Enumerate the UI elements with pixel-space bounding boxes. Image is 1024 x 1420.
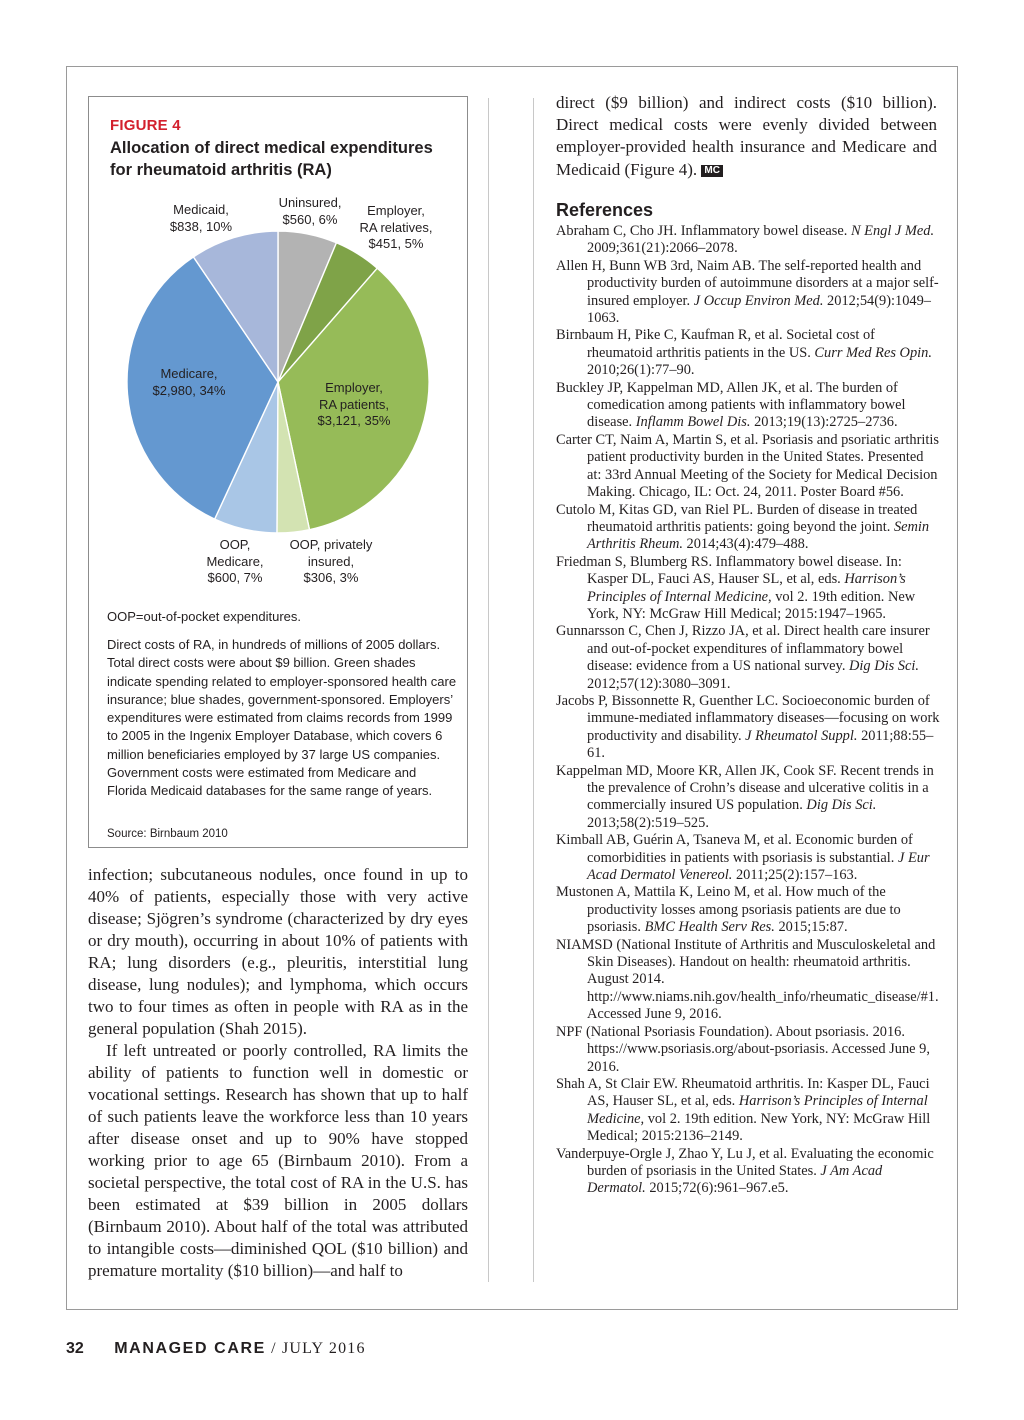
reference-item <box>556 1076 940 1146</box>
figure-4-box <box>88 96 468 848</box>
slice-label-employer-ra-relatives <box>351 203 441 253</box>
reference-journal: J Eur Acad Dermatol Venereol. <box>587 849 930 884</box>
body-continuation: direct ($9 billion) and indirect costs ($10 billion). Direct medical costs were evenly divided between employer-provided health insurance and Medicare and Medicaid (Figure 4). <box>556 93 937 179</box>
footer-separator: / <box>265 1340 282 1357</box>
reference-item <box>556 1024 940 1076</box>
reference-text: Gunnarsson C, Chen J, Rizzo JA, et al. Direct health care insurer and out-of-pocket expenditures of inflammatory bowel disease: evidence from a US national survey. <box>556 623 930 675</box>
reference-text: NIAMSD (National Institute of Arthritis and Musculoskeletal and Skin Diseases). Handout on health: rheumatoid arthritis. August 2014. http://www.niams.nih.gov/health_info/rheumatic_disease/#1. Accessed June 9, 2016. <box>556 936 939 1023</box>
slice-label-line: Employer, <box>367 203 425 218</box>
slice-label-line: Uninsured, <box>278 195 342 210</box>
reference-text: Abraham C, Cho JH. Inflammatory bowel disease. <box>556 223 851 239</box>
reference-text: Mustonen A, Mattila K, Leino M, et al. How much of the productivity losses among psoriasis patients are due to psoriasis. <box>556 884 901 936</box>
slice-label-line: $838, 10% <box>169 218 233 234</box>
reference-item <box>556 763 940 833</box>
reference-item <box>556 223 940 258</box>
reference-journal: Curr Med Res Opin. <box>814 344 932 361</box>
slice-label-line: $306, 3% <box>303 570 359 585</box>
page-number: 32 <box>66 1340 84 1357</box>
reference-citation: 2013;19(13):2725–2736. <box>750 414 898 431</box>
reference-item <box>556 258 940 328</box>
reference-citation: 2010;26(1):77–90. <box>587 362 695 379</box>
column-divider-left <box>488 98 489 1282</box>
slice-label-employer-ra-patients <box>299 380 409 430</box>
reference-journal: Harrison’s Principles of Internal Medicine, <box>587 1093 928 1127</box>
reference-journal: Semin Arthritis Rheum. <box>587 518 930 553</box>
references-list <box>556 223 940 1198</box>
slice-label-line: Employer, <box>325 380 383 395</box>
slice-label-uninsured <box>267 195 353 228</box>
reference-journal: J Occup Environ Med. <box>693 292 824 309</box>
reference-citation: 2012;57(12):3080–3091. <box>587 675 731 692</box>
reference-journal: J Am Acad Dermatol. <box>587 1162 883 1197</box>
slice-label-line: $3,121, 35% <box>317 413 391 428</box>
slice-label-line: $2,980, 34% <box>152 382 226 398</box>
reference-text: Birnbaum H, Pike C, Kaufman R, et al. Societal cost of rheumatoid arthritis patients in the US. <box>556 327 875 361</box>
body-paragraph: infection; subcutaneous nodules, once found in up to 40% of patients, especially those with very active disease; Sjögren’s syndrome (characterized by dry eyes or dry mouth), occurring in about 10% of patients with RA; lung disorders (e.g., pleuritis, interstitial lung disease, lung nodules); and lymphoma, which occurs two to four times as often in people with RA as in the general population (Shah 2015). <box>88 865 468 1038</box>
figure-caption: Direct costs of RA, in hundreds of millions of 2005 dollars. Total direct costs were about $9 billion. Green shades indicate spending related to employer-sponsored health care insurance; blue shades, government-sponsored. Employers’ expenditures were estimated from claims records from 1999 to 2005 in the Ingenix Employer Database, which covers 6 million beneficiaries employed by 37 large US companies. Government costs were estimated from Medicare and Florida Medicaid databases for the same range of years. <box>107 637 457 799</box>
slice-label-line: Medicare, <box>160 366 218 381</box>
reference-item <box>556 832 940 884</box>
body-text-left <box>88 864 468 1282</box>
reference-journal: N Engl J Med. <box>850 223 935 239</box>
reference-text: Jacobs P, Bissonnette R, Guenther LC. Socioeconomic burden of immune-mediated inflammatory diseases—focusing on work productivity and disability. <box>556 692 940 744</box>
slice-label-oop-medicare <box>195 537 275 587</box>
reference-journal: J Rheumatol Suppl. <box>745 727 858 744</box>
slice-label-medicaid <box>159 202 243 235</box>
reference-text: Allen H, Bunn WB 3rd, Naim AB. The self-reported health and productivity burden of autoimmune disorders at a major self-insured employer. <box>556 257 939 309</box>
reference-citation: 2011;88:55–61. <box>587 727 934 762</box>
reference-item <box>556 502 940 554</box>
reference-text: NPF (National Psoriasis Foundation). About psoriasis. 2016. https://www.psoriasis.org/about-psoriasis. Accessed June 9, 2016. <box>556 1023 930 1075</box>
reference-text: Vanderpuye-Orgle J, Zhao Y, Lu J, et al. Evaluating the economic burden of psoriasis in the United States. <box>556 1145 934 1179</box>
page-footer <box>66 1340 366 1358</box>
reference-item <box>556 380 940 432</box>
reference-journal: Dig Dis Sci. <box>849 658 919 675</box>
reference-text: Kimball AB, Guérin A, Tsaneva M, et al. Economic burden of comorbidities in patients with psoriasis is substantial. <box>556 832 913 866</box>
reference-text: Friedman S, Blumberg RS. Inflammatory bowel disease. In: Kasper DL, Fauci AS, Hauser SL, et al, eds. <box>556 553 902 588</box>
column-divider-right <box>533 98 534 1282</box>
reference-citation: 2012;54(9):1049–1063. <box>587 292 931 327</box>
reference-item <box>556 327 940 379</box>
reference-citation: 2009;361(21):2066–2078. <box>587 240 738 257</box>
slice-label-line: OOP, <box>219 537 251 552</box>
issue-date: JULY 2016 <box>281 1340 366 1357</box>
figure-label: FIGURE 4 <box>110 117 181 134</box>
reference-item <box>556 432 940 502</box>
slice-label-line: OOP, privately <box>289 537 373 552</box>
reference-item <box>556 937 940 1024</box>
slice-label-line: $600, 7% <box>207 570 263 585</box>
reference-text: Kappelman MD, Moore KR, Allen JK, Cook SF. Recent trends in the prevalence of Crohn’s disease and ulcerative colitis in a commercially insured US population. <box>556 762 934 814</box>
reference-journal: Dig Dis Sci. <box>806 797 877 814</box>
body-text-right <box>556 92 937 181</box>
body-paragraph: If left untreated or poorly controlled, RA limits the ability of patients to function well in domestic or vocational settings. Research has shown that up to half of such patients leave the workforce less than 10 years after disease onset and up to 90% have stopped working prior to age 65 (Birnbaum 2010). From a societal perspective, the total cost of RA in the U.S. has been estimated at $39 billion in 2005 dollars (Birnbaum 2010). About half of the total was attributed to intangible costs—diminished QOL ($10 billion) and premature mortality ($10 billion)—and half to <box>88 1041 468 1280</box>
slice-label-line: $451, 5% <box>368 236 424 251</box>
slice-label-line: $560, 6% <box>282 211 338 227</box>
reference-citation: 2014;43(4):479–488. <box>682 536 809 553</box>
reference-text: Shah A, St Clair EW. Rheumatoid arthritis. In: Kasper DL, Fauci AS, Hauser SL, et al, eds. <box>556 1075 930 1110</box>
reference-citation: 2013;58(2):519–525. <box>587 814 709 831</box>
reference-item <box>556 1146 940 1198</box>
figure-source: Source: Birnbaum 2010 <box>107 828 228 840</box>
slice-label-medicare <box>141 366 237 399</box>
reference-journal: Harrison’s Principles of Internal Medicine, <box>587 571 906 605</box>
slice-label-line: insured, <box>307 553 355 569</box>
references-heading: References <box>556 200 654 220</box>
reference-citation: 2015;72(6):961–967.e5. <box>645 1180 789 1197</box>
reference-text: Cutolo M, Kitas GD, van Riel PL. Burden of disease in treated rheumatoid arthritis patients: going beyond the joint. <box>556 501 918 535</box>
reference-journal: BMC Health Serv Res. <box>644 919 775 936</box>
slice-label-line: Medicaid, <box>173 202 229 217</box>
reference-citation: vol 2. 19th edition. New York, NY: McGraw Hill Medical; 2015:1947–1965. <box>587 588 916 622</box>
reference-citation: 2015;15:87. <box>774 919 848 936</box>
reference-citation: vol 2. 19th edition. New York, NY: McGraw Hill Medical; 2015:2136–2149. <box>587 1110 931 1145</box>
reference-item <box>556 554 940 624</box>
reference-item <box>556 623 940 693</box>
reference-text: Carter CT, Naim A, Martin S, et al. Psoriasis and psoriatic arthritis patient productivity burden in the United States. Presented at: 33rd Annual Meeting of the Society for Medical Decision Making. Chicago, IL: Oct. 24, 2011. Poster Board #56. <box>556 431 940 501</box>
reference-citation: 2011;25(2):157–163. <box>732 867 858 884</box>
slice-label-oop-privately-insured <box>275 537 387 587</box>
slice-label-line: RA relatives, <box>359 219 433 235</box>
figure-title: Allocation of direct medical expenditures for rheumatoid arthritis (RA) <box>110 139 433 179</box>
magazine-name: MANAGED CARE <box>114 1340 266 1357</box>
reference-item <box>556 693 940 763</box>
reference-item <box>556 884 940 936</box>
slice-label-line: Medicare, <box>206 553 264 569</box>
slice-label-line: RA patients, <box>318 396 390 412</box>
end-mark: MC <box>701 165 723 177</box>
reference-text: Buckley JP, Kappelman MD, Allen JK, et al. The burden of comedication among patients with inflammatory bowel disease. <box>556 379 906 431</box>
reference-journal: Inflamm Bowel Dis. <box>635 414 751 431</box>
figure-note: OOP=out-of-pocket expenditures. <box>107 609 302 624</box>
